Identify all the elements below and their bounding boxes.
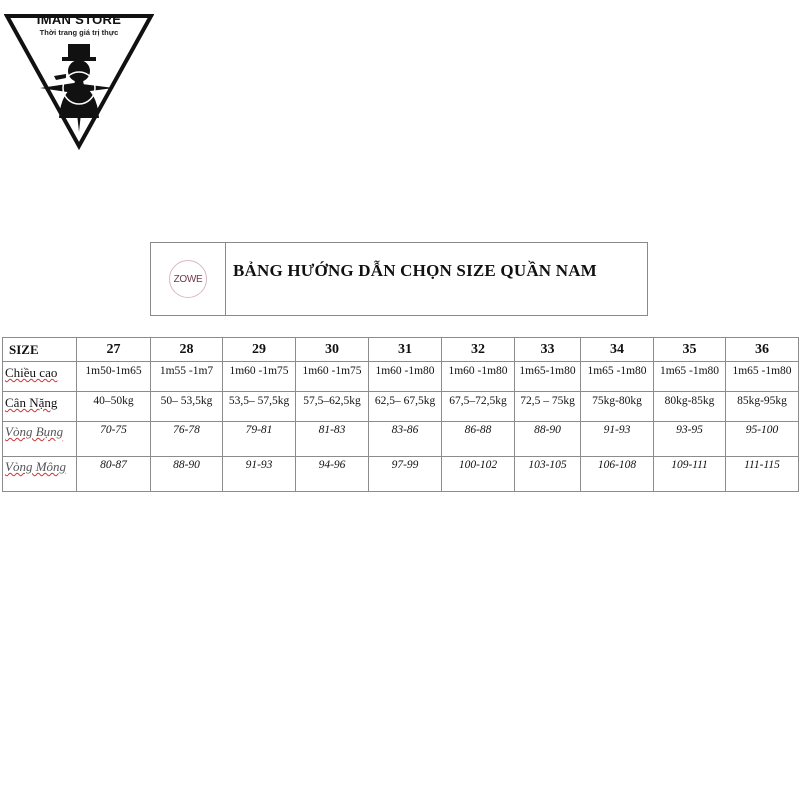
size-header-label: SIZE — [3, 338, 77, 362]
brand-name: IMAN STORE — [36, 12, 122, 27]
table-cell: 86-88 — [442, 422, 515, 457]
table-cell: 95-100 — [726, 422, 799, 457]
zowe-logo-cell — [151, 243, 226, 315]
table-cell: 1m60 -1m75 — [296, 362, 369, 392]
table-row-hip — [3, 457, 799, 492]
size-header-cell: 32 — [442, 338, 515, 362]
size-header-cell: 35 — [654, 338, 726, 362]
row-label-waist — [3, 422, 77, 457]
row-label-height — [3, 362, 77, 392]
table-cell: 100-102 — [442, 457, 515, 492]
table-row-size — [3, 338, 799, 362]
brand-slogan: Thời trang giá trị thực — [39, 28, 119, 37]
size-header-cell: 30 — [296, 338, 369, 362]
table-cell: 57,5–62,5kg — [296, 392, 369, 422]
table-cell: 76-78 — [151, 422, 223, 457]
row-label-weight — [3, 392, 77, 422]
table-cell: 1m60 -1m80 — [369, 362, 442, 392]
table-cell: 93-95 — [654, 422, 726, 457]
table-cell: 111-115 — [726, 457, 799, 492]
table-cell: 88-90 — [515, 422, 581, 457]
table-cell: 1m60 -1m75 — [223, 362, 296, 392]
table-cell: 103-105 — [515, 457, 581, 492]
row-label-text: Vòng Bụng — [5, 424, 64, 439]
table-row-height — [3, 362, 799, 392]
table-cell: 72,5 – 75kg — [515, 392, 581, 422]
table-cell: 1m65 -1m80 — [581, 362, 654, 392]
table-cell: 106-108 — [581, 457, 654, 492]
table-cell: 1m50-1m65 — [77, 362, 151, 392]
table-row-weight — [3, 392, 799, 422]
row-label-text: Vòng Mông — [5, 459, 67, 474]
table-cell: 91-93 — [581, 422, 654, 457]
size-header-cell: 29 — [223, 338, 296, 362]
table-cell: 70-75 — [77, 422, 151, 457]
table-cell: 97-99 — [369, 457, 442, 492]
size-header-cell: 27 — [77, 338, 151, 362]
table-cell: 94-96 — [296, 457, 369, 492]
table-cell: 81-83 — [296, 422, 369, 457]
table-cell: 1m65 -1m80 — [726, 362, 799, 392]
table-cell: 80-87 — [77, 457, 151, 492]
table-cell: 40–50kg — [77, 392, 151, 422]
table-cell: 67,5–72,5kg — [442, 392, 515, 422]
size-guide-title: BẢNG HƯỚNG DẪN CHỌN SIZE QUẦN NAM — [233, 261, 597, 280]
iman-store-logo — [4, 8, 154, 150]
size-table — [2, 337, 799, 492]
size-header-cell: 34 — [581, 338, 654, 362]
table-cell: 1m65-1m80 — [515, 362, 581, 392]
row-label-text: Cân Nặng — [5, 395, 58, 410]
table-cell: 80kg-85kg — [654, 392, 726, 422]
table-cell: 79-81 — [223, 422, 296, 457]
table-cell: 62,5– 67,5kg — [369, 392, 442, 422]
table-cell: 1m65 -1m80 — [654, 362, 726, 392]
table-cell: 83-86 — [369, 422, 442, 457]
table-cell: 75kg-80kg — [581, 392, 654, 422]
size-header-cell: 31 — [369, 338, 442, 362]
zowe-logo: ZOWE — [169, 260, 207, 298]
size-header-cell: 33 — [515, 338, 581, 362]
table-cell: 85kg-95kg — [726, 392, 799, 422]
table-cell: 91-93 — [223, 457, 296, 492]
table-cell: 1m55 -1m7 — [151, 362, 223, 392]
table-cell: 53,5– 57,5kg — [223, 392, 296, 422]
row-label-hip — [3, 457, 77, 492]
table-cell: 109-111 — [654, 457, 726, 492]
row-label-text: Chiều cao — [5, 365, 58, 380]
size-header-cell: 36 — [726, 338, 799, 362]
table-row-waist — [3, 422, 799, 457]
table-cell: 50– 53,5kg — [151, 392, 223, 422]
size-guide-title-box — [150, 242, 648, 316]
size-header-cell: 28 — [151, 338, 223, 362]
table-cell: 1m60 -1m80 — [442, 362, 515, 392]
table-cell: 88-90 — [151, 457, 223, 492]
